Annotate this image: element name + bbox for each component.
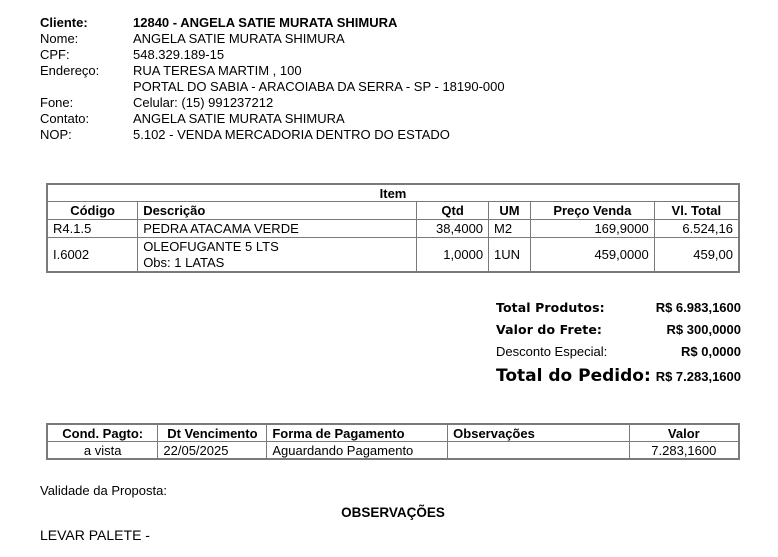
total-pedido-label: Total do Pedido: [496,366,651,386]
cell-preco: 459,0000 [531,238,655,273]
cell-um: M2 [489,220,531,238]
cell-forma: Aguardando Pagamento [267,442,448,460]
totals-block [496,300,741,390]
header-dt-vencimento: Dt Vencimento [158,424,267,442]
client-row-endereco [40,63,505,79]
cpf-label: CPF: [40,47,70,62]
header-valor: Valor [629,424,739,442]
cell-descricao: PEDRA ATACAMA VERDE [138,220,417,238]
items-table [46,183,740,273]
header-preco-venda: Preço Venda [531,202,655,220]
cell-total: 459,00 [654,238,739,273]
contato-label: Contato: [40,111,90,126]
total-produtos-value: R$ 6.983,1600 [655,300,741,315]
header-observacoes: Observações [448,424,629,442]
total-pedido-value: R$ 7.283,1600 [655,369,741,384]
client-row-nop [40,127,505,143]
items-header-row [47,202,739,220]
cell-valor: 7.283,1600 [629,442,739,460]
valor-frete-label: Valor do Frete: [496,322,603,337]
client-row-endereco-2 [40,79,505,95]
cell-obs: Obs: 1 LATAS [143,254,225,270]
header-codigo: Código [47,202,138,220]
cliente-label: Cliente: [40,15,88,30]
nop-value: 5.102 - VENDA MERCADORIA DENTRO DO ESTADO [133,127,450,142]
cliente-value: 12840 - ANGELA SATIE MURATA SHIMURA [133,15,398,30]
table-row [47,238,739,273]
cell-cond: a vista [47,442,158,460]
fone-value: Celular: (15) 991237212 [133,95,274,110]
endereco-2-label [40,79,133,95]
cell-descricao-with-obs [138,238,417,273]
cell-descricao: OLEOFUGANTE 5 LTS [143,238,279,254]
cpf-value: 548.329.189-15 [133,47,225,62]
header-forma-pagamento: Forma de Pagamento [267,424,448,442]
valor-frete-value: R$ 300,0000 [666,322,741,337]
desconto-value: R$ 0,0000 [681,344,741,359]
cell-qtd: 1,0000 [417,238,489,273]
fone-label: Fone: [40,95,74,110]
nome-value: ANGELA SATIE MURATA SHIMURA [133,31,345,46]
payment-table [46,423,740,460]
table-row [47,220,739,238]
client-info [40,15,505,143]
nome-label: Nome: [40,31,79,46]
header-cond-pagto: Cond. Pagto: [47,424,158,442]
cell-total: 6.524,16 [654,220,739,238]
client-row-cpf [40,47,505,63]
items-title-row [47,184,739,202]
endereco-label: Endereço: [40,63,100,78]
cell-codigo: I.6002 [47,238,138,273]
header-descricao: Descrição [138,202,417,220]
observacoes-title: OBSERVAÇÕES [341,505,445,520]
table-row [47,442,739,460]
endereco-value: RUA TERESA MARTIM , 100 [133,63,302,78]
cell-obs [448,442,629,460]
client-row-contato [40,111,505,127]
valor-frete-row [496,322,741,344]
observacoes-text: LEVAR PALETE - [40,527,150,543]
client-row-cliente [40,15,505,31]
total-produtos-label: Total Produtos: [496,300,605,315]
desconto-label: Desconto Especial: [496,344,608,359]
endereco-2-value: PORTAL DO SABIA - ARACOIABA DA SERRA - SP - 18190-000 [133,79,505,94]
desconto-row [496,344,741,366]
total-pedido-row [496,366,741,390]
payment-header-row [47,424,739,442]
cell-qtd: 38,4000 [417,220,489,238]
contato-value: ANGELA SATIE MURATA SHIMURA [133,111,345,126]
cell-codigo: R4.1.5 [47,220,138,238]
items-title: Item [47,184,739,202]
nop-label: NOP: [40,127,72,142]
cell-vencimento: 22/05/2025 [158,442,267,460]
header-um: UM [489,202,531,220]
cell-um: 1UN [489,238,531,273]
header-qtd: Qtd [417,202,489,220]
validade-proposta-label: Validade da Proposta: [40,483,167,498]
cell-preco: 169,9000 [531,220,655,238]
client-row-fone [40,95,505,111]
header-vl-total: Vl. Total [654,202,739,220]
total-produtos-row [496,300,741,322]
client-row-nome [40,31,505,47]
